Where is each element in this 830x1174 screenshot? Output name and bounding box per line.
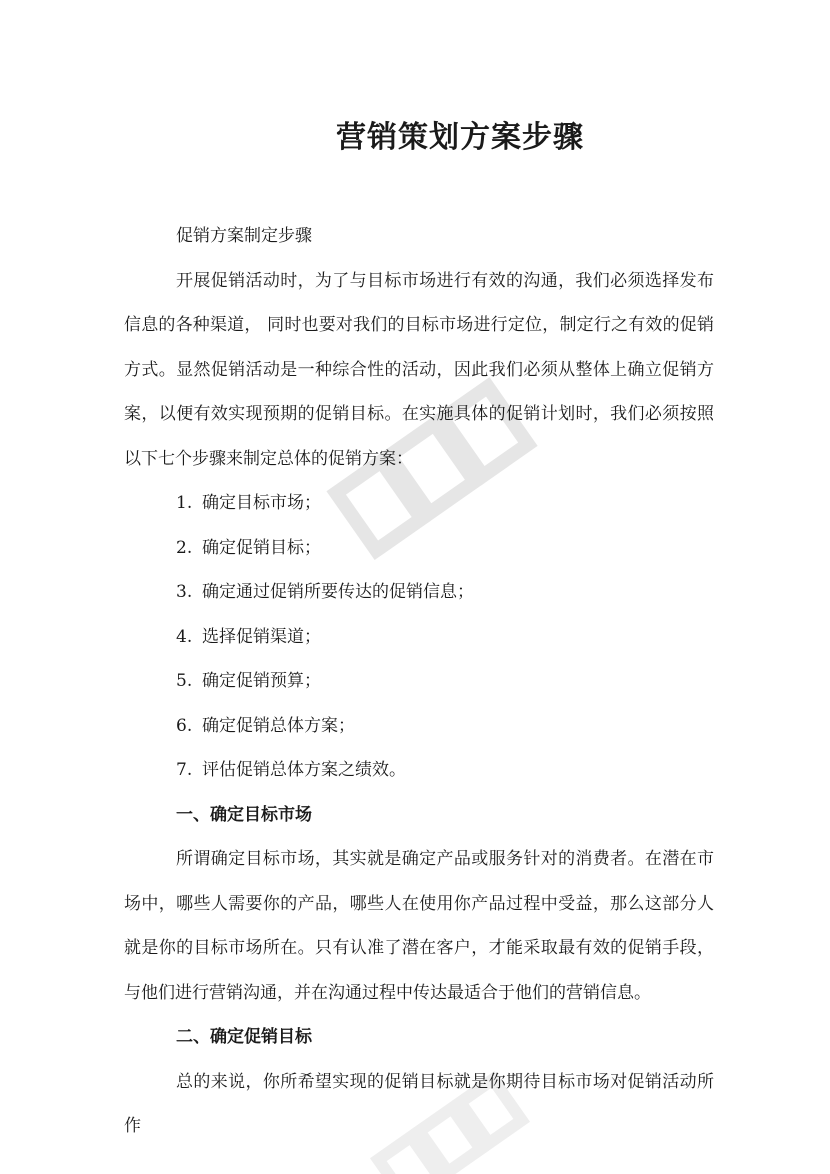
list-item: 2. 确定促销目标； [176, 537, 321, 558]
subtitle: 促销方案制定步骤 [176, 226, 312, 246]
list-item: 6. 确定促销总体方案； [176, 715, 355, 736]
list-item: 4. 选择促销渠道； [176, 626, 321, 647]
document-body [124, 214, 714, 1149]
list-item: 3. 确定通过促销所要传达的促销信息； [176, 582, 474, 602]
list-item: 1. 确定目标市场； [176, 493, 321, 513]
list-item: 5. 确定促销预算； [176, 671, 321, 691]
intro-paragraph: 开展促销活动时，为了与目标市场进行有效的沟通，我们必须选择发布信息的各种渠道， 同时也要对我们的目标市场进行定位，制定行之有效的促销方式。显然促销活动是一种综合性的活动，因此我们必须从整体上确立促销方案，以便有效实现预期的促销目标。在实施具体的促销计划时，我们必须按照以下七个步骤来制定总体的促销方案： [124, 270, 714, 469]
list-item: 7. 评估促销总体方案之绩效。 [176, 760, 406, 780]
page-title: 营销策划方案步骤 [336, 120, 584, 155]
section-paragraph: 所谓确定目标市场，其实就是确定产品或服务针对的消费者。在潜在市场中，哪些人需要你的产品，哪些人在使用你产品过程中受益，那么这部分人就是你的目标市场所在。只有认准了潜在客户，才能采取最有效的促销手段，与他们进行营销沟通，并在沟通过程中传达最适合于他们的营销信息。 [124, 849, 714, 1003]
section-heading: 二、确定促销目标 [176, 1027, 312, 1047]
section-heading: 一、确定目标市场 [176, 804, 312, 825]
section-paragraph: 总的来说，你所希望实现的促销目标就是你期待目标市场对促销活动所作 [124, 1071, 714, 1136]
steps-list [124, 481, 714, 793]
